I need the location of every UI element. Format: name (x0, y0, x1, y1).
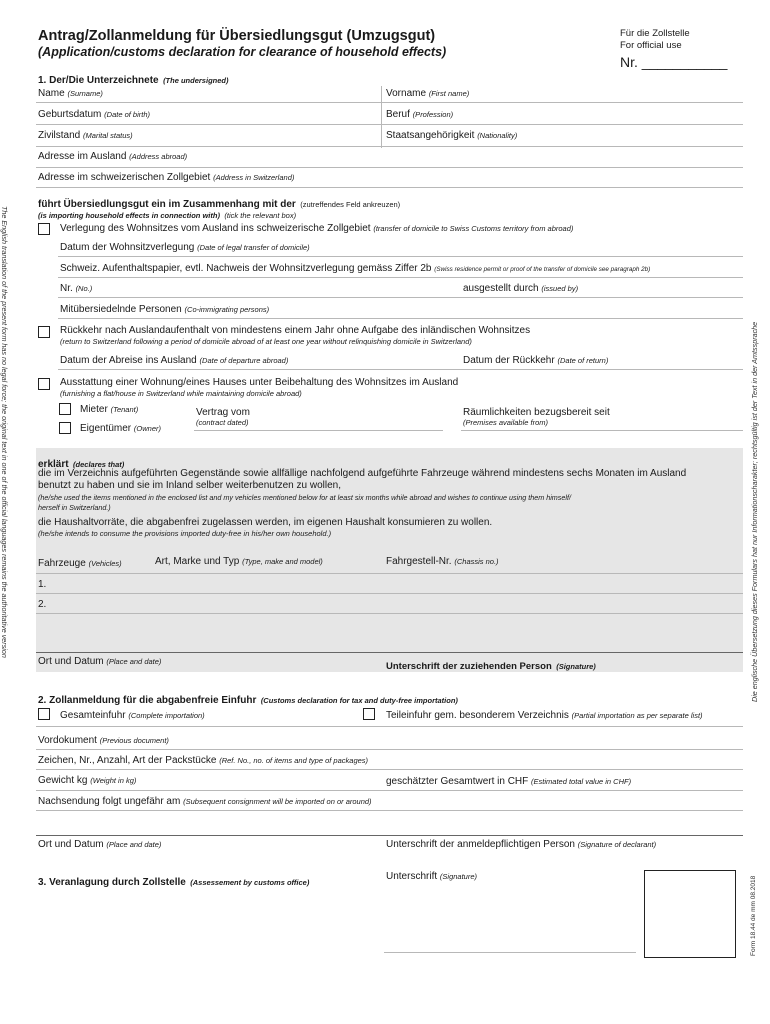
return-label: Rückkehr nach Auslandaufenthalt von mindestens einem Jahr ohne Aufgabe des inländischen Wohnsitzes (60, 325, 531, 336)
permit-no-label: Nr. (No.) (60, 283, 93, 294)
subsequent-label: Nachsendung folgt ungefähr am (Subsequent consignment will be imported on or around) (38, 796, 372, 807)
declarant-signature-label: Unterschrift der anmeldepflichtigen Person (Signature of declarant) (386, 839, 657, 850)
contract-label: Vertrag vom (196, 407, 250, 418)
profession-label: Beruf (Profession) (386, 109, 454, 120)
return-date-label: Datum der Rückkehr (Date of return) (463, 355, 609, 366)
tenant-checkbox[interactable] (59, 403, 71, 415)
premises-line[interactable] (461, 430, 743, 431)
premises-label-en: (Premises available from) (463, 418, 549, 427)
form-title: Antrag/Zollanmeldung für Übersiedlungsgut (Umzugsgut) (38, 28, 436, 44)
right-margin-note: Die englische Übersetzung dieses Formulars hat nur Informationscharakter; rechtsgültig ist der Text in der Amtssprache (750, 321, 759, 702)
contract-label-en: (contract dated) (196, 418, 249, 427)
declare-p1-line2: benutzt zu haben und sie im Inland selber weiterbenutzen zu wollen, (38, 480, 341, 491)
complete-import-checkbox[interactable] (38, 708, 50, 720)
subsequent-line[interactable] (36, 810, 743, 811)
declarant-signature-line[interactable] (36, 835, 743, 836)
complete-import-label: Gesamteinfuhr (Complete importation) (60, 710, 205, 721)
section2-heading: 2. Zollanmeldung für die abgabenfreie Einfuhr (Customs declaration for tax and duty-free importation) (38, 695, 458, 706)
partial-import-label: Teileinfuhr gem. besonderem Verzeichnis (Partial importation as per separate list) (386, 710, 703, 721)
left-margin-note: The English translation of the present form has no legal force; the original text in one of the official languages remains the authoritative version (0, 206, 9, 658)
furnishing-checkbox[interactable] (38, 378, 50, 390)
importing-heading-en: (is importing household effects in connection with) (tick the relevant box) (38, 211, 297, 220)
furnishing-label-en: (furnishing a flat/house in Switzerland while maintaining domicile abroad) (60, 389, 302, 398)
declares-heading: erklärt (declares that) (38, 459, 125, 470)
section1-heading: 1. Der/Die Unterzeichnete (The undersigned) (38, 75, 229, 86)
address-ch-line[interactable] (36, 187, 743, 188)
transfer-domicile-checkbox[interactable] (38, 223, 50, 235)
marital-line[interactable] (36, 146, 743, 147)
previous-document-label: Vordokument (Previous document) (38, 735, 169, 746)
office-label-en: For official use (620, 40, 682, 51)
declare-p2-en: (he/she intends to consume the provisions imported duty-free in his/her own household.) (38, 529, 332, 538)
furnishing-label: Ausstattung einer Wohnung/eines Hauses unter Beibehaltung des Wohnsitzes im Ausland (60, 377, 459, 388)
place-date-label: Ort und Datum (Place and date) (38, 656, 162, 667)
declare-p2: die Haushaltvorräte, die abgabenfrei zugelassen werden, im eigenen Haushalt konsumieren zu wollen. (38, 517, 493, 528)
owner-label: Eigentümer (Owner) (80, 423, 162, 434)
departure-date-label: Datum der Abreise ins Ausland (Date of departure abroad) (60, 355, 289, 366)
column-divider (381, 86, 382, 148)
residence-permit-label: Schweiz. Aufenthaltspapier, evtl. Nachweis der Wohnsitzverlegung gemäss Ziffer 2b (Swiss residence permit or proof of the transfer of domicile see paragraph 2b) (60, 263, 651, 274)
import-type-line (36, 726, 743, 727)
vehicle-row-2-line[interactable] (36, 613, 743, 614)
packages-line[interactable] (36, 769, 743, 770)
office-signature-line[interactable] (384, 952, 636, 953)
declare-p1-en1: (he/she used the items mentioned in the enclosed list and my vehicles mentioned below for at least six months while abroad and wishes to continue using them himself/ (38, 493, 571, 502)
address-ch-label: Adresse im schweizerischen Zollgebiet (Address in Switzerland) (38, 172, 295, 183)
weight-label: Gewicht kg (Weight in kg) (38, 775, 137, 786)
packages-label: Zeichen, Nr., Anzahl, Art der Packstücke (Ref. No., no. of items and type of packages) (38, 755, 369, 766)
residence-permit-line[interactable] (58, 277, 743, 278)
declare-p1-line1: die im Verzeichnis aufgeführten Gegenstände sowie allfällige nachfolgend aufgeführte Fahrzeuge während mindestens sechs Monaten im Ausland (38, 468, 687, 479)
co-immigrating-line[interactable] (58, 318, 743, 319)
office-label-de: Für die Zollstelle (620, 28, 690, 39)
nationality-label: Staatsangehörigkeit (Nationality) (386, 130, 518, 141)
previous-document-line[interactable] (36, 749, 743, 750)
vehicle-row-1-line[interactable] (36, 593, 743, 594)
premises-label: Räumlichkeiten bezugsbereit seit (463, 407, 610, 418)
transfer-domicile-label: Verlegung des Wohnsitzes vom Ausland ins schweizerische Zollgebiet (transfer of domicile to Swiss Customs territory from abroad) (60, 223, 574, 234)
chassis-label: Fahrgestell-Nr. (Chassis no.) (386, 556, 499, 567)
form-subtitle: (Application/customs declaration for clearance of household effects) (38, 45, 447, 59)
mover-signature-label: Unterschrift der zuziehenden Person (Signature) (386, 661, 596, 672)
vehicles-label: Fahrzeuge (Vehicles) (38, 558, 122, 569)
weight-line[interactable] (36, 790, 743, 791)
permit-no-line[interactable] (58, 297, 743, 298)
firstname-label: Vorname (First name) (386, 88, 470, 99)
dob-label: Geburtsdatum (Date of birth) (38, 109, 151, 120)
s2-place-date-label: Ort und Datum (Place and date) (38, 839, 162, 850)
vehicle-type-label: Art, Marke und Typ (Type, make and model) (155, 556, 323, 567)
address-abroad-line[interactable] (36, 167, 743, 168)
form-number: Form 18.44 de mm 08.2018 (750, 875, 757, 956)
tenant-label: Mieter (Tenant) (80, 404, 139, 415)
surname-label: Name (Surname) (38, 88, 103, 99)
marital-label: Zivilstand (Marital status) (38, 130, 133, 141)
declare-p1-en2: herself in Switzerland.) (38, 503, 111, 512)
return-checkbox[interactable] (38, 326, 50, 338)
owner-checkbox[interactable] (59, 422, 71, 434)
transfer-date-line[interactable] (58, 256, 743, 257)
address-abroad-label: Adresse im Ausland (Address abroad) (38, 151, 188, 162)
co-immigrating-label: Mitübersiedelnde Personen (Co-immigrating persons) (60, 304, 270, 315)
issued-by-label: ausgestellt durch (issued by) (463, 283, 579, 294)
value-label: geschätzter Gesamtwert in CHF (Estimated total value in CHF) (386, 776, 632, 787)
importing-heading: führt Übersiedlungsgut ein im Zusammenhang mit der (zutreffendes Feld ankreuzen) (38, 199, 401, 210)
dob-line[interactable] (36, 124, 743, 125)
surname-line[interactable] (36, 102, 743, 103)
vehicle-row-2: 2. (38, 599, 47, 610)
vehicles-header-line (36, 573, 743, 574)
office-stamp-box[interactable] (644, 870, 736, 958)
office-signature-label: Unterschrift (Signature) (386, 871, 478, 882)
vehicle-row-1: 1. (38, 579, 47, 590)
departure-date-line[interactable] (58, 369, 743, 370)
section3-heading: 3. Veranlagung durch Zollstelle (Assessement by customs office) (38, 877, 310, 888)
return-label-en: (return to Switzerland following a period of domicile abroad of at least one year without relinquishing domicile in Switzerland) (60, 337, 472, 346)
contract-line[interactable] (194, 430, 443, 431)
partial-import-checkbox[interactable] (363, 708, 375, 720)
transfer-date-label: Datum der Wohnsitzverlegung (Date of legal transfer of domicile) (60, 242, 310, 253)
office-number: Nr. ___________ (620, 54, 728, 70)
signature-line[interactable] (36, 652, 743, 653)
